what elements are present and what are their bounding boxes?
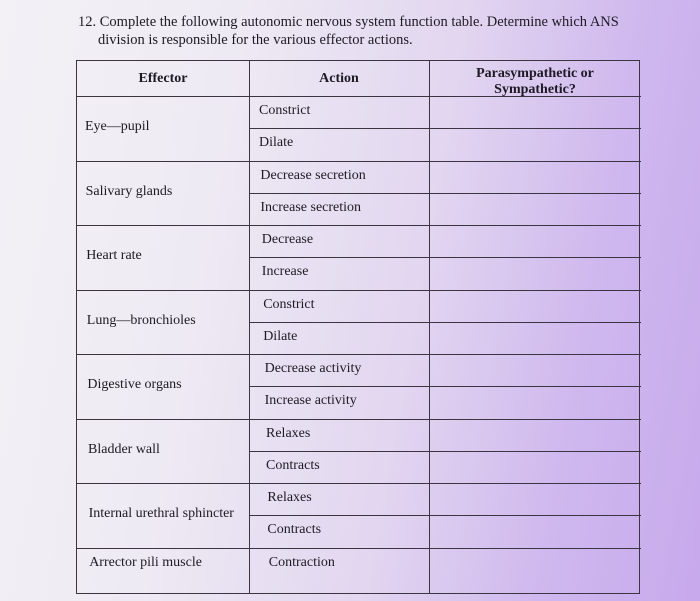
division-answer-cell[interactable] <box>430 128 641 160</box>
header-division <box>429 66 641 98</box>
division-answer-cell[interactable] <box>430 451 641 483</box>
effector-cell: Bladder wall <box>88 441 160 457</box>
action-cell: Relaxes <box>267 490 312 506</box>
division-answer-cell[interactable] <box>430 515 641 547</box>
action-cell: Decrease secretion <box>260 167 366 183</box>
action-cell: Dilate <box>263 328 298 344</box>
action-cell: Increase activity <box>264 393 357 409</box>
division-answer-cell[interactable] <box>430 548 641 581</box>
action-cell: Constrict <box>259 103 311 119</box>
division-answer-cell[interactable] <box>430 257 641 289</box>
header-division-line-1: Parasympathetic or <box>476 66 594 81</box>
header-division-line-2: Sympathetic? <box>494 82 576 97</box>
action-cell: Dilate <box>259 135 294 151</box>
division-answer-cell[interactable] <box>430 354 641 386</box>
effector-cell: Internal urethral sphincter <box>88 506 234 522</box>
action-cell: Decrease <box>261 232 314 248</box>
action-cell: Contraction <box>268 555 335 570</box>
division-answer-cell[interactable] <box>430 290 641 322</box>
division-answer-cell[interactable] <box>430 96 641 128</box>
effector-cell: Arrector pili muscle <box>89 555 202 570</box>
division-answer-cell[interactable] <box>430 419 641 451</box>
effector-cell: Heart rate <box>86 248 142 264</box>
action-cell: Increase secretion <box>260 199 362 215</box>
division-answer-cell[interactable] <box>430 386 641 418</box>
division-answer-cell[interactable] <box>430 225 641 257</box>
question-text <box>78 13 658 49</box>
ans-function-table <box>76 60 640 594</box>
effector-cell: Digestive organs <box>87 377 182 393</box>
action-cell: Decrease activity <box>264 361 362 377</box>
action-cell: Constrict <box>263 296 315 312</box>
column-divider <box>249 61 250 593</box>
action-cell: Contracts <box>266 457 320 473</box>
question-line-1: 12. Complete the following autonomic nervous system function table. Determine which ANS <box>78 14 619 30</box>
header-effector: Effector <box>138 71 188 86</box>
division-answer-cell[interactable] <box>430 322 641 354</box>
action-cell: Relaxes <box>266 425 311 441</box>
division-answer-cell[interactable] <box>430 483 641 515</box>
effector-cell: Eye—pupil <box>85 119 150 135</box>
header-action: Action <box>319 71 359 86</box>
effector-cell: Salivary glands <box>85 183 173 199</box>
division-answer-cell[interactable] <box>430 193 641 225</box>
question-line-2: division is responsible for the various effector actions. <box>98 32 413 48</box>
action-cell: Contracts <box>267 522 322 538</box>
effector-cell: Lung—bronchioles <box>86 312 196 328</box>
action-cell: Increase <box>261 264 309 280</box>
division-answer-cell[interactable] <box>430 161 641 193</box>
